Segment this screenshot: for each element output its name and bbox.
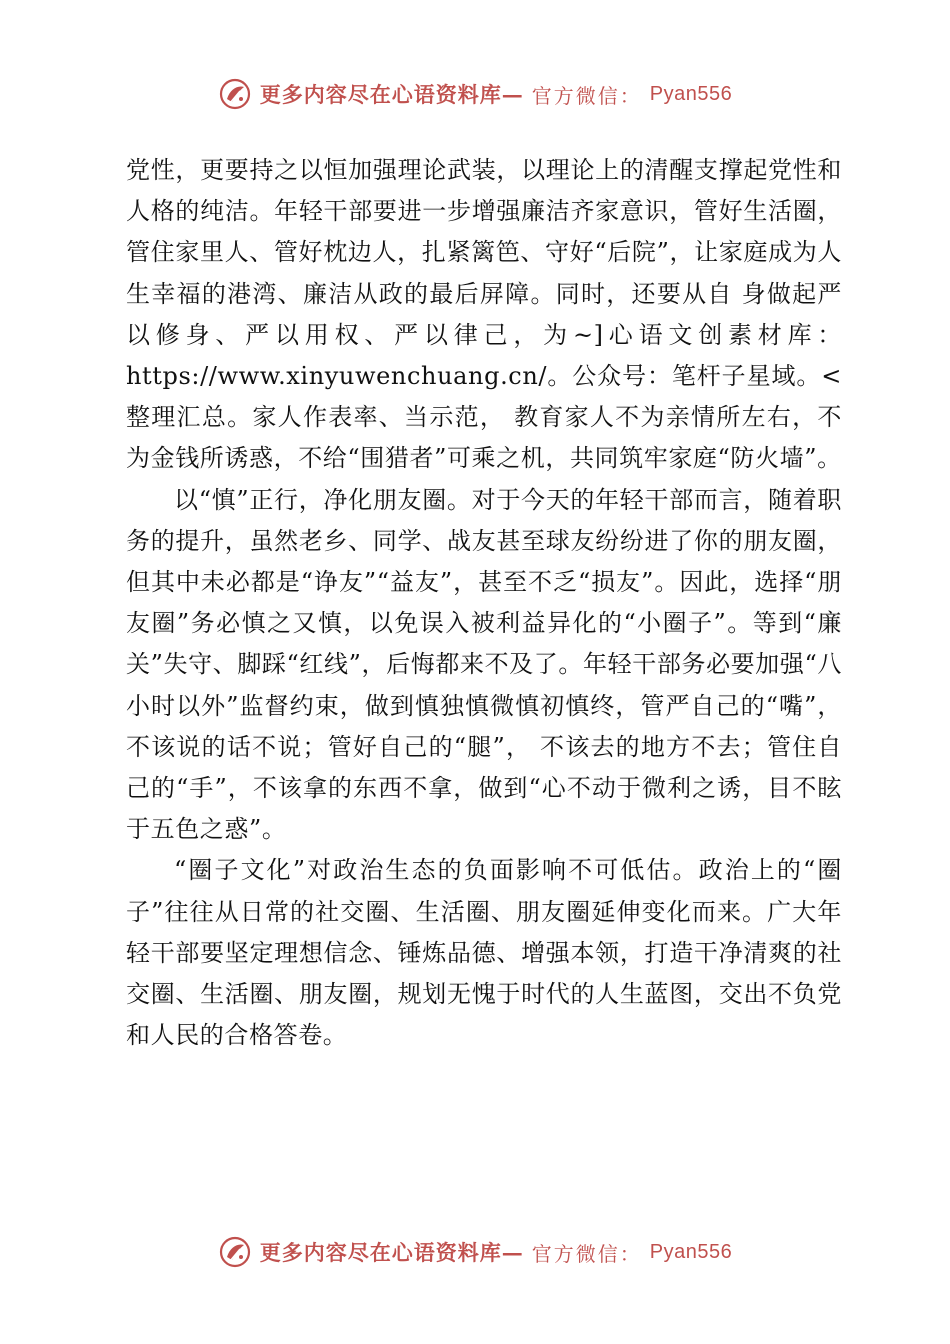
- xinyu-logo-icon: [218, 77, 252, 111]
- footer-wechat-label: 官方微信：: [531, 1241, 642, 1266]
- document-body: [126, 150, 842, 1056]
- header-watermark-banner: [0, 72, 950, 116]
- paragraph-1: 党性，更要持之以恒加强理论武装，以理论上的清醒支撑起党性和人格的纯洁。年轻干部要进一步增强廉洁齐家意识，管好生活圈，管住家里人、管好枕边人，扎紧篱笆、守好“后院”，让家庭成为人生幸福的港湾、廉洁从政的最后屏障。同时，还要从自 身做起严以修身、严以用权、严以律己，为~]心语文创素材库：https://www.xinyuwenchuang.cn/。公众号：笔杆子星域。<整理汇总。家人作表率、当示范， 教育家人不为亲情所左右，不为金钱所诱惑，不给“围猎者”可乘之机，共同筑牢家庭“防火墙”。: [126, 156, 842, 473]
- header-wechat-id: Pyan556: [649, 82, 733, 105]
- footer-banner-text: 更多内容尽在心语资料库—: [259, 1240, 524, 1265]
- xinyu-logo-icon: [218, 1235, 252, 1269]
- header-banner-text: 更多内容尽在心语资料库—: [259, 82, 524, 107]
- paragraph-3: “圈子文化”对政治生态的负面影响不可低估。政治上的“圈子”往往从日常的社交圈、生活圈、朋友圈延伸变化而来。广大年轻干部要坚定理想信念、锤炼品德、增强本领，打造干净清爽的社交圈、生活圈、朋友圈，规划无愧于时代的人生蓝图，交出不负党和人民的合格答卷。: [126, 856, 842, 1050]
- header-wechat-label: 官方微信：: [531, 83, 642, 108]
- footer-watermark-banner: [0, 1230, 950, 1274]
- footer-wechat-id: Pyan556: [649, 1240, 733, 1263]
- paragraph-2: 以“慎”正行，净化朋友圈。对于今天的年轻干部而言，随着职务的提升，虽然老乡、同学、战友甚至球友纷纷进了你的朋友圈，但其中未必都是“诤友”“益友”，甚至不乏“损友”。因此，选择“朋友圈”务必慎之又慎，以免误入被利益异化的“小圈子”。等到“廉关”失守、脚踩“红线”，后悔都来不及了。年轻干部务必要加强“八小时以外”监督约束，做到慎独慎微慎初慎终，管严自己的“嘴”，不该说的话不说；管好自己的“腿”， 不该去的地方不去；管住自己的“手”，不该拿的东西不拿，做到“心不动于微利之诱，目不眩于五色之惑”。: [126, 485, 842, 844]
